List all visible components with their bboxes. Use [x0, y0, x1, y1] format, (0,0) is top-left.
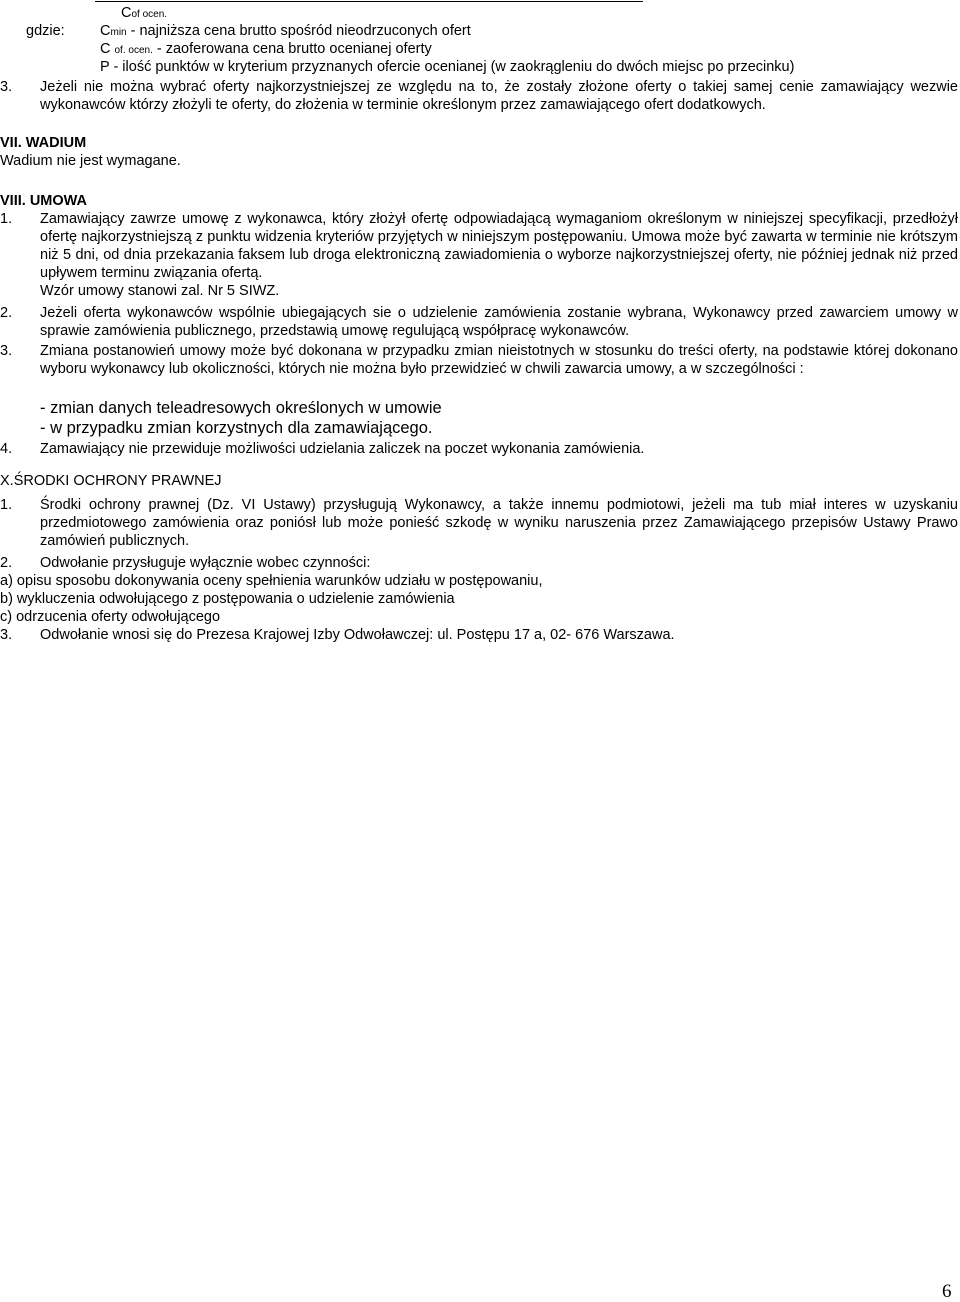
srodki-item-3: Odwołanie wnosi się do Prezesa Krajowej Izby Odwoławczej: ul. Postępu 17 a, 02- 676 Warszawa. [40, 627, 675, 643]
srodki-subitem-a: a) opisu sposobu dokonywania oceny spełnienia warunków udziału w postępowaniu, [0, 573, 543, 589]
item-number: 2. [0, 555, 13, 571]
formula-header-subscript: of ocen. [131, 9, 168, 20]
gdzie-label: gdzie: [26, 23, 65, 39]
cmin-symbol: C [100, 23, 111, 39]
wadium-text: Wadium nie jest wymagane. [0, 153, 181, 169]
umowa-template-note: Wzór umowy stanowi zal. Nr 5 SIWZ. [40, 283, 280, 299]
umowa-item-3: Zmiana postanowień umowy może być dokonana w przypadku zmian nieistotnych w stosunku do treści oferty, na podstawie której dokonano wyboru wykonawcy lub okoliczności, których nie można było przewidzieć w chwili zawarcia umowy, a w szczególności : [40, 343, 958, 377]
umowa-item-4: Zamawiający nie przewiduje możliwości udzielania zaliczek na poczet wykonania zamówienia. [40, 441, 645, 457]
item-number: 1. [0, 497, 13, 513]
umowa-item-1: Zamawiający zawrze umowę z wykonawca, który złożył ofertę odpowiadającą wymaganiom określonym w niniejszej specyfikacji, przedłożył ofertę najkorzystniejszą z punktu widzenia kryteriów przyjętych w niniejszym postępowaniu. Umowa może być zawarta w terminie nie krótszym niż 5 dni, od dnia przekazania faksem lub droga elektroniczną zawiadomienia o wyborze najkorzystniejszej oferty, nie później jednak niż przed upływem terminu związania ofertą. [40, 211, 958, 281]
section-heading-wadium: VII. WADIUM [0, 135, 87, 151]
cmin-description: - najniższa cena brutto spośród nieodrzuconych ofert [126, 23, 471, 39]
srodki-subitem-c: c) odrzucenia oferty odwołującego [0, 609, 221, 625]
item-number: 2. [0, 305, 13, 321]
cof-line [100, 40, 432, 60]
page-number: 6 [942, 1281, 952, 1302]
srodki-item-2: Odwołanie przysługuje wyłącznie wobec czynności: [40, 555, 371, 571]
section-heading-srodki: X.ŚRODKI OCHRONY PRAWNEJ [0, 473, 222, 489]
umowa-bullet: - zmian danych teleadresowych określonych w umowie [40, 399, 442, 417]
tie-offer-paragraph: Jeżeli nie można wybrać oferty najkorzystniejszej ze względu na to, że zostały złożone oferty o takiej samej cenie zamawiający wezwie wykonawców którzy złożyli te oferty, do złożenia w terminie określonym przez zamawiającego ofert dodatkowych. [40, 79, 958, 113]
cof-symbol: C [100, 41, 115, 57]
srodki-item-1: Środki ochrony prawnej (Dz. VI Ustawy) przysługują Wykonawcy, a także innemu podmiotowi, jeżeli ma tub miał interes w uzyskaniu przedmiotowego zamówienia oraz poniósł lub może ponieść szkodę w wyniku naruszenia przez Zamawiającego przepisów Ustawy Prawo zamówień publicznych. [40, 497, 958, 549]
item-number: 4. [0, 441, 13, 457]
umowa-bullet: - w przypadku zmian korzystnych dla zamawiającego. [40, 419, 433, 437]
cof-subscript: of. ocen. [114, 45, 153, 56]
p-description: - ilość punktów w kryterium przyznanych ofercie ocenianej (w zaokrągleniu do dwóch miejsc po przecinku) [109, 59, 795, 75]
item-number: 3. [0, 79, 13, 95]
umowa-item-2: Jeżeli oferta wykonawców wspólnie ubiegających sie o udzielenie zamówienia zostanie wybrana, Wykonawcy przed zawarciem umowy w sprawie zamówienia publicznego, przedstawią umowę regulującą współpracę wykonawców. [40, 305, 958, 339]
cof-description: - zaoferowana cena brutto ocenianej oferty [152, 41, 432, 57]
fraction-line [95, 1, 643, 2]
section-heading-umowa: VIII. UMOWA [0, 193, 87, 209]
cmin-line [100, 22, 471, 42]
item-number: 3. [0, 343, 13, 359]
item-number: 1. [0, 211, 13, 227]
p-line [100, 58, 794, 76]
srodki-subitem-b: b) wykluczenia odwołującego z postępowania o udzielenie zamówienia [0, 591, 455, 607]
formula-header-symbol: C [121, 5, 132, 21]
item-number: 3. [0, 627, 13, 643]
p-symbol: P [100, 59, 110, 75]
formula-header [121, 4, 167, 24]
cmin-subscript: min [110, 27, 127, 38]
